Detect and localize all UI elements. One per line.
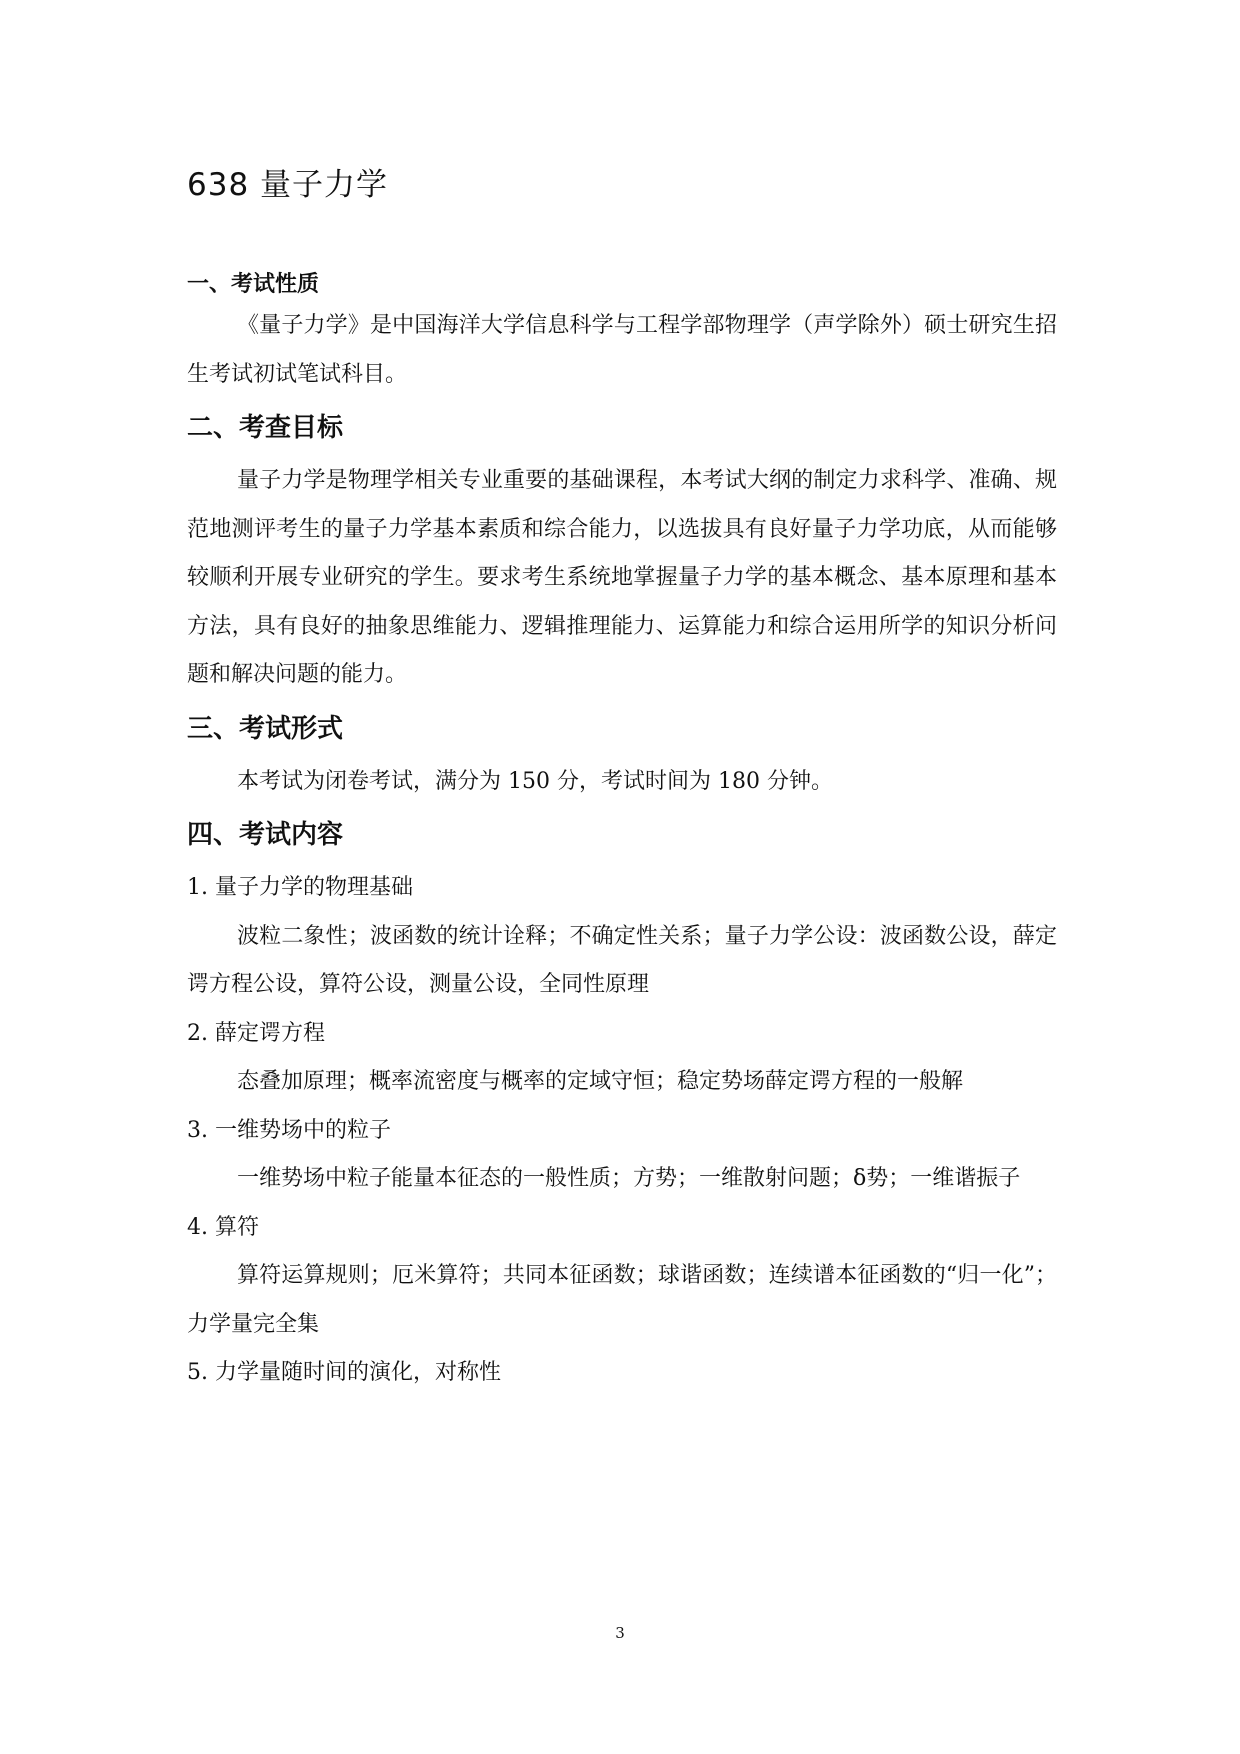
document-title: 638 量子力学 [187, 167, 389, 203]
content-item-label: 4. 算符 [187, 1214, 259, 1240]
content-item-label: 2. 薛定谔方程 [187, 1020, 325, 1046]
section-paragraph-format: 本考试为闭卷考试，满分为 150 分，考试时间为 180 分钟。 [237, 768, 833, 794]
section-paragraph-nature: 《量子力学》是中国海洋大学信息科学与工程学部物理学（声学除外）硕士研究生招生考试初试笔试科目。 [187, 313, 1057, 387]
content-item-description: 算符运算规则；厄米算符；共同本征函数；球谐函数；连续谱本征函数的“归一化”；力学量完全集 [187, 1263, 1057, 1337]
section-paragraph-objectives: 量子力学是物理学相关专业重要的基础课程，本考试大纲的制定力求科学、准确、规范地测评考生的量子力学基本素质和综合能力，以选拔具有良好量子力学功底，从而能够较顺利开展专业研究的学生。要求考生系统地掌握量子力学的基本概念、基本原理和基本方法，具有良好的抽象思维能力、逻辑推理能力、运算能力和综合运用所学的知识分析问题和解决问题的能力。 [187, 468, 1057, 687]
document-content [187, 160, 1057, 1398]
content-item-description: 波粒二象性；波函数的统计诠释；不确定性关系；量子力学公设：波函数公设，薛定谔方程公设，算符公设，测量公设，全同性原理 [187, 923, 1057, 997]
section-heading-objectives: 二、考查目标 [187, 413, 344, 443]
section-heading-format: 三、考试形式 [187, 713, 344, 744]
section-heading-content: 四、考试内容 [187, 820, 344, 850]
content-item-label: 1. 量子力学的物理基础 [187, 875, 413, 900]
content-item-description: 态叠加原理；概率流密度与概率的定域守恒；稳定势场薛定谔方程的一般解 [237, 1069, 964, 1094]
content-item-description: 一维势场中粒子能量本征态的一般性质；方势；一维散射问题；δ势；一维谐振子 [237, 1166, 1021, 1191]
page-number: 3 [615, 1624, 625, 1642]
content-item-label: 5. 力学量随时间的演化，对称性 [187, 1360, 501, 1385]
section-heading-nature: 一、考试性质 [187, 272, 320, 297]
content-item-label: 3. 一维势场中的粒子 [187, 1117, 391, 1143]
